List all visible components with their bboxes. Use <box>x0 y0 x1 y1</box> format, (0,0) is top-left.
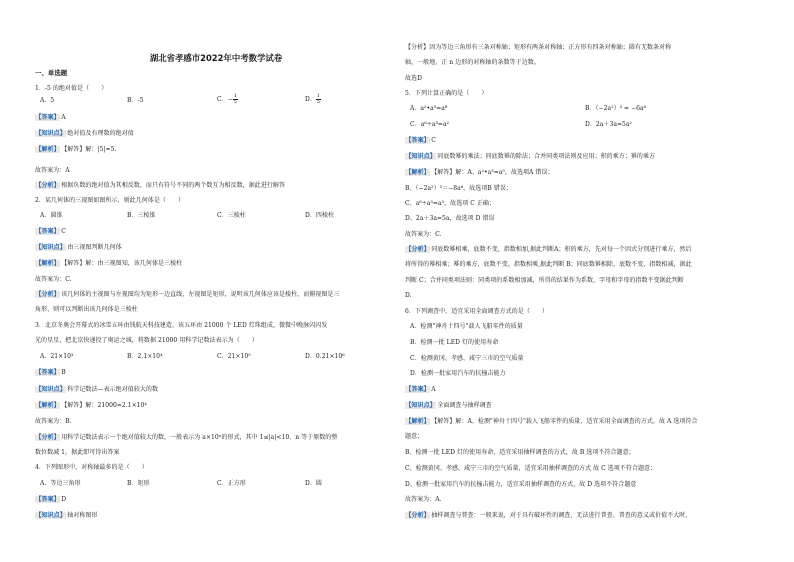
q6-fenxi: 【分析】 抽样调查与普查：一般来说，对于具有破坏性的调查、无法进行普查、普查的意义或价值不大时， <box>405 512 692 519</box>
q6-analysis: 【解析】 【解答】解：A、检测"神舟十四号"载人飞船零件的质量，适宜采用全面调查的方式，故 A 选项符合 <box>405 418 698 425</box>
q1-fenxi: 【分析】 根据负数的绝对值为其相反数，而只有符号不同的两个数互为相反数，据此进行解答 <box>35 182 286 189</box>
q4-option-b: B．矩形 <box>127 480 150 487</box>
q5-final: 故答案为：C. <box>405 231 442 238</box>
q4-knowledge-point: 【知识点】 轴对称图形 <box>35 512 98 519</box>
q3-final: 故答案为：B. <box>35 418 72 425</box>
q6-option-c: C．检测黄冈、孝感、咸宁三市的空气质量 <box>410 355 524 362</box>
q5-stem: 5．下列计算正确的是（ ） <box>405 90 488 97</box>
q5-analysis-d: D、2a＋3a=5a，故选项 D 错误 <box>405 215 495 222</box>
q5-fenxi-cont1: 将所得的幂相乘；幂的乘方，底数不变，指数相乘,据此判断 B；同底数幂相除，底数不变，指数相减，据此 <box>405 261 692 268</box>
q3-analysis: 【解析】 【解答】解：21000=2.1×10⁴ <box>35 402 147 409</box>
q1-stem: 1．-5 的绝对值是（ ） <box>35 85 108 92</box>
q3-fenxi-cont: 数位数减 1，据此即可得出答案 <box>35 449 120 456</box>
q6-knowledge-point: 【知识点】 全面调查与抽样调查 <box>405 402 492 409</box>
q2-option-a: A．圆锥 <box>40 212 63 219</box>
q5-answer: 【答案】 C <box>405 137 436 144</box>
q5-options-row1 <box>405 105 767 113</box>
q3-option-b: B．2.1×10⁴ <box>127 353 163 360</box>
q2-final: 故答案为：C. <box>35 276 72 283</box>
q5-option-a: A．a²•a³=a⁶ <box>410 105 448 112</box>
q5-analysis-b: B、（−2a²）³＝−8a⁶，故选项B 错误； <box>405 185 512 192</box>
q2-stem: 2．某几何体的三视图如图所示，则此几何体是（ ） <box>35 197 185 204</box>
q1-option-b: B．-5 <box>127 97 144 104</box>
q5-fenxi-cont2: 判断 C；合并同类项法则：同类项的系数相加减，所得的结果作为系数，字母和字母的指数不变据此判断 <box>405 277 684 284</box>
q1-analysis: 【解析】 【解答】解：|5|=5. <box>35 146 117 153</box>
q2-option-c: C．三棱柱 <box>217 212 246 219</box>
q2-analysis: 【解析】 【解答】解：由三视图知，该几何体是三棱柱 <box>35 260 183 267</box>
q5-option-d: D．2a＋3a=5a² <box>585 121 632 128</box>
q4-option-a: A．等边三角形 <box>40 480 81 487</box>
q5-option-c: C．a⁶÷a³=a² <box>410 121 450 128</box>
q3-option-a: A．21×10³ <box>40 353 74 360</box>
section-heading: 一、单选题 <box>35 69 68 77</box>
q1-options <box>35 94 397 107</box>
q4-analysis-cont: 轴，一般地，正 n 边形的对称轴的条数等于边数。 <box>405 59 540 66</box>
q3-knowledge-point: 【知识点】 科学记数法—表示绝对值较大的数 <box>35 386 159 393</box>
q5-analysis-c: C、a⁶÷a³=a³，故选项 C 正确； <box>405 200 495 207</box>
q3-option-d: D．0.21×10⁶ <box>305 353 345 360</box>
q1-knowledge-point: 【知识点】 绝对值及有理数的绝对值 <box>35 130 134 137</box>
q2-answer: 【答案】 C <box>35 228 66 235</box>
exam-title: 湖北省孝感市2022年中考数学试卷 <box>149 53 283 63</box>
q4-option-c: C．正方形 <box>217 480 246 487</box>
q6-analysis-b: B、检测一批 LED 灯的使用寿命，适宜采用抽样调查的方式，故 B 选项不符合题意； <box>405 449 635 456</box>
q1-final: 故答案为：A <box>35 167 70 174</box>
q6-option-d: D．检测一批家用汽车的抗撞击能力 <box>410 370 506 377</box>
q6-analysis-cont: 题意； <box>405 433 424 440</box>
q5-fenxi: 【分析】 同底数幂相乘，底数不变，指数相加,据此判断A；积的乘方，先对每一个因式分别进行乘方，然后 <box>405 246 692 253</box>
q6-analysis-d: D、检测一批家用汽车的抗撞击能力，适宜采用抽样调查的方式，故 D 选项不符合题意 <box>405 481 637 488</box>
q4-final: 故选D <box>405 75 422 82</box>
q3-fenxi: 【分析】 用科学记数法表示一个绝对值较大的数，一般表示为 a×10ⁿ的形式，其中 1≤|a|<10，n 等于原数的整 <box>35 434 338 441</box>
q3-answer: 【答案】 B <box>35 369 66 376</box>
q5-option-b: B．（−2a²）³ = −6a⁶ <box>585 105 647 112</box>
q2-option-b: B．三棱锥 <box>127 212 156 219</box>
q1-option-d: D． $\frac{1}{5}$ <box>305 94 321 105</box>
q6-option-a: A．检测"神舟十四号"载人飞船零件的质量 <box>410 323 523 330</box>
q6-answer: 【答案】 A <box>405 386 436 393</box>
q1-option-a: A．5 <box>40 97 55 104</box>
q6-final: 故答案为：A. <box>405 496 442 503</box>
q6-option-b: B．检测一批 LED 灯的使用寿命 <box>410 339 499 346</box>
q3-stem: 3．北京冬奥会开幕式的冰雪五环由钱航天科技建造，该五环由 21000 个 LED 灯珠组成，微微中晚脉闪闪发 <box>35 322 328 329</box>
q3-stem-cont: 光的星星，把北京快递投了奥运之城，将数据 21000 用科学记数法表示为（ ） <box>35 337 258 344</box>
q6-analysis-c: C、检测黄冈、孝感、咸宁三市的空气质量，适宜采用抽样调查的方式 故 C 选项不符合题意； <box>405 465 657 472</box>
q5-knowledge-point: 【知识点】 同底数幂的乘法；同底数幂的除法；合并同类项法则及应用；积的乘方；幂的乘方 <box>405 153 656 160</box>
q5-fenxi-cont3: D. <box>405 292 412 299</box>
q5-options-row2 <box>405 121 767 129</box>
q4-option-d: D．圆 <box>305 480 322 487</box>
q2-option-d: D．四棱柱 <box>305 212 335 219</box>
q4-options <box>35 480 397 488</box>
q2-options <box>35 212 397 220</box>
q3-options <box>35 353 397 361</box>
q6-stem: 6．下列调查中，适宜采用全面调查方式的是（ ） <box>405 308 549 315</box>
q1-answer: 【答案】 A <box>35 114 66 121</box>
q2-knowledge-point: 【知识点】 由三视图判断几何体 <box>35 244 122 251</box>
q5-analysis: 【解析】 【解答】解：A、a²•a³=a⁵，故选项A 错误； <box>405 169 554 176</box>
q1-option-c: C．− $\frac{1}{5}$ <box>217 94 237 105</box>
q4-stem: 4．下列图形中，对称轴最多的是（ ） <box>35 464 148 471</box>
q2-fenxi: 【分析】 该几何体的主视图与左视图均为矩形一边直线，左视图是矩形，说明该几何体应该是棱柱，而俯视图是三 <box>35 291 340 298</box>
q4-answer: 【答案】 D <box>35 496 67 503</box>
q2-fenxi-cont: 角形，则可以判断出该几何体是三棱柱 <box>35 306 138 313</box>
q4-analysis: 【分析】因为等边三角形有三条对称轴；矩形有两条对称轴；正方形有四条对称轴；圆有无数条对称 <box>405 44 672 51</box>
q3-option-c: C．21×10⁵ <box>217 353 251 360</box>
